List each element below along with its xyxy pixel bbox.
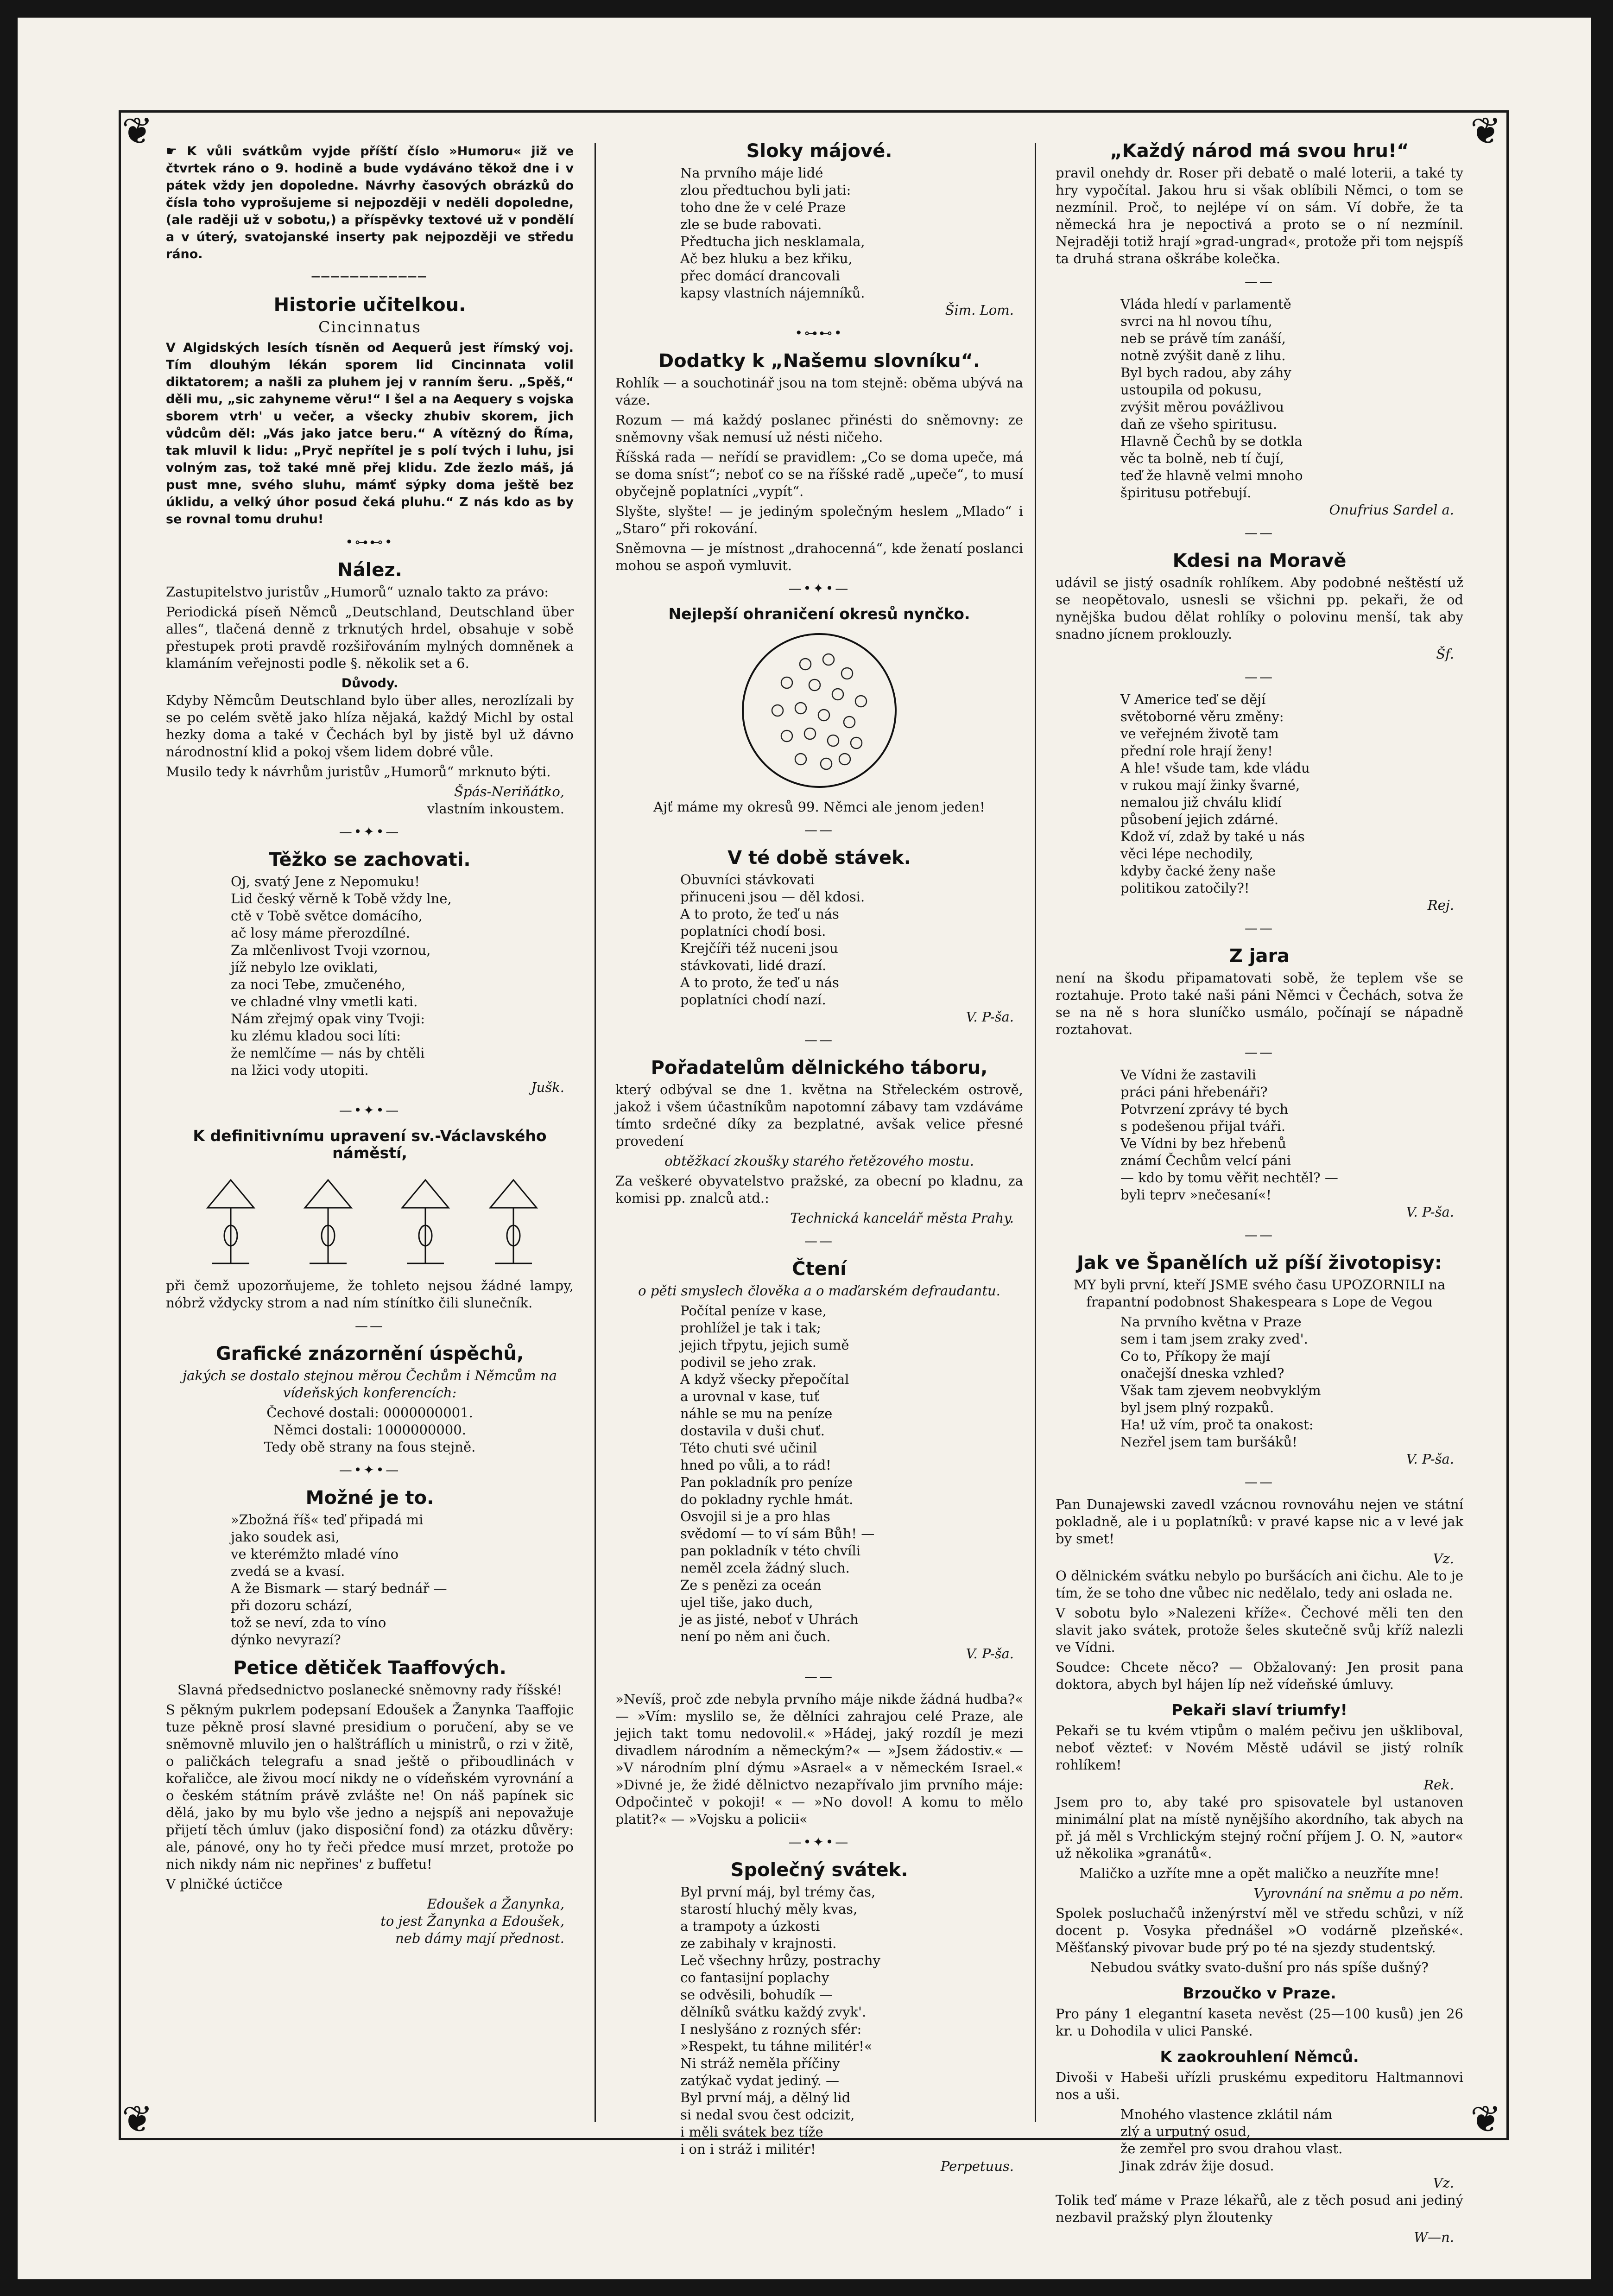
graficke-closing: Tedy obě strany na fous stejně. <box>264 1439 476 1455</box>
pekari-body-3: Maličko a uzříte mne a opět maličko a neuzříte mne! <box>1079 1865 1440 1881</box>
divider: —— <box>804 822 834 837</box>
divider: ──────────── <box>311 269 428 285</box>
corner-ornament-icon: ❦ <box>122 109 153 152</box>
misc-paragraph: Pan Dunajewski zavedl vzácnou rovnováhu nejen ve státní pokladně, ale i u poplatníků: v pravé kapse nic a v levé jak by smet! <box>1056 1497 1463 1547</box>
dodatky-entry: Sněmovna — je místnost „drahocenná“, kde ženatí poslanci mohou se aspoň vymluvit. <box>615 540 1023 573</box>
cteni-title: Čtení <box>792 1258 847 1280</box>
kdesi-body: udávil se jistý osadník rohlíkem. Aby podobné neštěstí už se neopětovalo, usnesli se všichni pp. pekaři, že od nynějška budou dělat rohlíky o polovinu menší, tak aby snadno jícnem proklouzly. <box>1056 575 1463 642</box>
zaokrouhleni-verse: Mnohého vlastence zklátil nám zlý a urputný osud, že zemřel pro svou drahou vlast. Jinak zdráv žije dosud. <box>1120 2106 1343 2174</box>
narod-verse: Vláda hledí v parlamentě svrci na hl novou tíhu, neb se právě tím zanáší, notně zvýšit daně z lihu. Byl bych radou, aby záhy ustoupila od pokusu, zvýšit měrou povážlivou daň ze všeho spiritusu. Hlavně Čechů by se dotkla věc ta bolně, neb tí čují, teď že hlavně velmi mnoho špiritusu potřebují. <box>1120 296 1303 501</box>
spanelich-subtitle: MY byli první, kteří JSME svého času UPOZORNILI na frapantní podobnost Shakespeara s Lope de Vegou <box>1073 1277 1446 1310</box>
vaclav-caption: při čemž upozorňujeme, že tohleto nejsou žádné lampy, nóbrž vždycky strom a nad ním stínítko čili slunečník. <box>166 1278 574 1311</box>
jara-verse: Ve Vídni že zastavili práci páni hřebenáři? Potvrzení zprávy té bych s podešenou přijal tváři. Ve Vídni by bez hřebenů známí Čechům velcí páni — kdo by tomu věřit nechtěl? — byli teprv »nečesaní«! <box>1120 1067 1338 1203</box>
svatek-signature: Perpetuus. <box>940 2158 1014 2174</box>
divider: —•✦•— <box>788 1834 850 1850</box>
narod-signature: Onufrius Sardel a. <box>1329 502 1454 518</box>
petice-body: S pěkným pukrlem podepsaní Edoušek a Žanynka Taaffojic tuze pěkně prosí slavné presidium o poručení, aby se ve sněmovně mluvilo jen o halštráflích u ministrů, o rzi v žitě, o paličkách telegrafu a snad ještě o přiboudlinách v kořaličce, ale živou mocí nikdy ne o vídeňském vyrovnání a o českém státním právě zvlášte ne! On náš papínek sic dělá, jako by mu bylo vše jedno a nejspíš ani nepovažuje přijetí těch úmluv (jako disposiční fond) za otázku důvěry: ale, pánové, ony ho ty řeči předce musí mrzet, protože po nich nikdy nám nic nepřines' z buffetu! <box>166 1702 574 1872</box>
pekari-title: Pekaři slaví triumfy! <box>1171 1701 1347 1719</box>
spanelich-title: Jak ve Španělích už píší životopisy: <box>1077 1252 1442 1274</box>
petice-signature-3: neb dámy mají přednost. <box>395 1930 564 1946</box>
petice-greeting: V plničké úctičce <box>166 1876 283 1892</box>
misc-paragraph: V sobotu bylo »Nalezeni kříže«. Čechové měli ten den slavit jako svátek, protože šeles skutečně svůj kříž nalezli ve Vídni. <box>1056 1605 1463 1655</box>
graficke-title: Grafické znázornění úspěchů, <box>215 1343 524 1364</box>
divider: —— <box>1245 920 1274 936</box>
tezko-verse: Oj, svatý Jene z Nepomuku! Lid český věrně k Tobě vždy lne, ctě v Tobě světce domácího, ač losy máme přerozdílné. Za mlčenlivost Tvoji vzornou, jíž nebylo lze oviklati, za noci Tebe, zmučeného, ve chladné vlny vmetli kati. Nám zřejmý opak viny Tvoji: ku zlému kladou soci líti: že nemlčíme — nás by chtěli na lžici vody utopiti. <box>231 874 452 1078</box>
divider: —•✦•— <box>339 824 401 839</box>
nalez-signature-note: vlastním inkoustem. <box>427 801 564 817</box>
lamp-trees-illustration <box>180 1166 560 1273</box>
stavek-title: V té době stávek. <box>727 847 911 869</box>
column-3 <box>1056 140 1463 2246</box>
poradatelum-signature: Technická kancelář města Prahy. <box>790 1210 1014 1226</box>
districts-circle-illustration <box>736 627 903 794</box>
zaokrouhleni-body: Divoši v Habeši uřízli pruskému expeditoru Haltmannovi nos a uši. <box>1056 2069 1463 2102</box>
narod-body: pravil onehdy dr. Roser při debatě o malé loterii, a také ty hry vypočítal. Jakou hru si však oblíbili Němci, o tom se nezmínil. Proč, to nejlépe ví on sám. Ví dobře, že ta německá hra je nepoctivá a proto se o ní nezmínil. Nejraději totiž hrají »grad-ungrad«, protože při tom nejspíš ta druhá strana oškrábe kolečka. <box>1056 165 1463 266</box>
kdesi-signature: Šf. <box>1436 646 1454 662</box>
nalez-intro: Zastupitelstvo juristův „Humorů“ uznalo takto za právo: <box>166 584 549 600</box>
narod-title: „Každý národ má svou hru!“ <box>1110 140 1409 162</box>
nalez-duvody: Kdyby Němcům Deutschland bylo über alles, nerozlízali by se po celém světě jako hlíza nějaká, každý Michl by ostal hezky doma a také v Čechách byl by jistě byl už dávno národnostní klid a pokoj všem lidem dobré vůle. <box>166 692 574 760</box>
graficke-subtitle: jakých se dostalo stejnou měrou Čechům i Němcům na vídeňských konferencích: <box>183 1368 557 1401</box>
ohraniceni-title: Nejlepší ohraničení okresů nynčko. <box>668 605 970 623</box>
pekari-signature: Rek. <box>1423 1777 1454 1793</box>
divider: —— <box>804 1032 834 1047</box>
misc-paragraph: O dělnickém svátku nebylo po buršácích ani čichu. Ale to je tím, že se toho dne vůbec nic nedělalo, tedy ani oslada ne. <box>1056 1568 1463 1601</box>
ohraniceni-caption: Ajť máme my okresů 99. Němci ale jenom jeden! <box>653 799 985 815</box>
column-rule <box>1035 143 1036 2122</box>
cteni-verse: Počítal peníze v kase, prohlížel je tak i tak; jejich třpytu, jejich sumě podivil se jeho zrak. A když všecky přepočítal a urovnal v kase, tuť náhle se mu na peníze dostavila v duši chuť. Této chuti své učinil hned po vůli, a to rád! Pan pokladník pro peníze do pokladny rychle hmát. Osvojil si je a pro hlas svědomí — to ví sám Bůh! — pan pokladník v této chvíli neměl zcela žádný sluch. Ze s penězi za oceán ujel tiše, jako duch, je as jisté, neboť v Uhrách není po něm ani čuch. <box>680 1303 875 1644</box>
divider: —•✦•— <box>339 1462 401 1478</box>
dodatky-title: Dodatky k „Našemu slovníku“. <box>658 350 980 372</box>
stavek-signature: V. P-ša. <box>966 1009 1014 1025</box>
dodatky-entry: Slyšte, slyšte! — je jediným společným heslem „Mlado“ i „Staro“ při rokování. <box>615 503 1023 536</box>
brzoucko-title: Brzoučko v Praze. <box>1183 1984 1336 2002</box>
sloky-signature: Šim. Lom. <box>945 302 1014 318</box>
nalez-signature: Špás-Neriňátko, <box>454 784 564 799</box>
historie-title: Historie učitelkou. <box>273 294 466 316</box>
corner-ornament-icon: ❦ <box>1470 2098 1502 2141</box>
pekari-body: Pekaři se tu kvém vtipům o malém pečivu jen uškliboval, neboť vězteť: v Novém Městě udávil se jistý rolník rohlíkem! <box>1056 1723 1463 1773</box>
nalez-body: Periodická píseň Němců „Deutschland, Deutschland über alles“, tlačená denně z trknutých hrdel, obsahuje v sobě přestupek proti pravdě rozšiřováním mylných domněnek a klamáním veřejnosti podle §. několik set a 6. <box>166 604 574 671</box>
zaokrouhleni-title: K zaokrouhlení Němců. <box>1160 2048 1359 2066</box>
misc-signature: Vz. <box>1433 1551 1454 1567</box>
spanelich-signature: V. P-ša. <box>1406 1451 1454 1467</box>
cteni-subtitle: o pěti smyslech člověka a o maďarském defraudantu. <box>638 1283 1000 1299</box>
pointing-hand-icon: ☛ <box>166 144 187 159</box>
divider: •⊶⊷• <box>795 325 844 341</box>
kdesi-verse: V Americe teď se dějí světoborné věru změny: ve veřejném životě tam přední role hrají ženy! A hle! všude tam, kde vládu v rukou mají žinky švarné, nemalou již chválu klidí působení jejich zdárné. Kdož ví, zdaž by také u nás věci lépe nechodily, kdyby čacké ženy naše politikou zatočily?! <box>1120 691 1310 896</box>
sloky-title: Sloky májové. <box>746 140 892 162</box>
divider: —— <box>1245 1227 1274 1243</box>
nevis-jokes: »Nevíš, proč zde nebyla prvního máje nikde žádná hudba?« — »Vím: myslilo se, že dělníci zahrajou celé Praze, ale jejich takt tomu nedovolil.« »Hádej, jaký rozdíl je mezi divadlem národním a německým?« — »Jsem žádostiv.« — »V národním plní dýmu »Asrael« a v německém Israel.« »Divné je, že židé dělnictvo nezapřívalo jim prvního máje: Odpočinteč v pokoji! « — »No dovol! A komu to mělo platit?« — »Vojsku a policii« <box>615 1691 1023 1827</box>
jara-title: Z jara <box>1229 945 1290 967</box>
historie-text: V Algidských lesích tísněn od Aequerů jest římský voj. Tím dlouhým lékán sporem lid Cincinnata volil diktatorem; a našli za pluhem jej v ranním šeru. „Spěš,“ děli mu, „sic zahyneme věru!“ I šel a na Aequery s vojska sborem vtrh' u večer, a všecky zhubiv skorem, jich vůdcům děl: „Vás jako jatce beru.“ A vítězný do Říma, tak mluvil k lidu: „Pryč nepřítel je s polí tvých i luhu, jsi volným zas, tož také mně přej klidu. Zde žezlo máš, já pust mne, svého sluhu, mámť sýpky doma ještě bez úklidu, a velký úhor posud čeká pluhu.“ Z nás kdo as by se rovnal tomu druhu! <box>166 341 574 526</box>
nalez-closing: Musilo tedy k návrhům juristův „Humorů“ mrknuto býti. <box>166 764 551 780</box>
dodatky-entry: Říšská rada — neřídí se pravidlem: „Co se doma upeče, má se doma sníst“; neboť co se na říšské radě „upeče“, to musí obyčejně poplatníci „vypít“. <box>615 449 1023 499</box>
divider: —— <box>1245 669 1274 685</box>
pekari-body-2: Jsem pro to, aby také pro spisovatele byl ustanoven minimální plat na místě nynějšího akordního, tak abych na př. já měl s Vrchlickým stejný roční příjem J. O. N, »autor« už několika »granátů«. <box>1056 1794 1463 1861</box>
zaokrouhleni-closing-signature: W—n. <box>1414 2229 1454 2245</box>
divider: —— <box>1245 274 1274 289</box>
divider: •⊶⊷• <box>345 534 394 550</box>
corner-ornament-icon: ❦ <box>1470 109 1502 152</box>
jara-body: není na škodu připamatovati sobě, že teplem vše se roztahuje. Proto také naši páni Němci v Čechách, sotva že se na ně s hora sluníčko usmálo, počínají se nápadně roztahovat. <box>1056 970 1463 1037</box>
poradatelum-italic: obtěžkací zkoušky starého řetězového mostu. <box>664 1153 974 1169</box>
petice-title: Petice dětiček Taaffových. <box>233 1657 506 1679</box>
column-2 <box>615 140 1023 2175</box>
mozne-title: Možné je to. <box>305 1487 434 1509</box>
tezko-title: Těžko se zachovati. <box>269 849 471 870</box>
tezko-signature: Jušk. <box>531 1079 564 1095</box>
kdesi-signature-2: Rej. <box>1427 897 1454 913</box>
divider: —•✦•— <box>339 1103 401 1118</box>
graficke-german: Němci dostali: 1000000000. <box>273 1422 466 1438</box>
holiday-notice: ☛ K vůli svátkům vyjde příští číslo »Humoru« již ve čtvrtek ráno o 9. hodině a bude vydáváno těkož dne i v pátek vždy jen dopoledne. Návrhy časových obrázků do čísla toho vyprošujeme si nejpozději v neděli dopoledne, (ale raději už v sobotu,) a příspěvky textové už v pondělí a v úterý, svatojanské inserty pak nejpozději ve středu ráno. <box>166 144 574 261</box>
column-1 <box>166 143 574 1947</box>
divider: —•✦•— <box>788 581 850 596</box>
kdesi-title: Kdesi na Moravě <box>1172 550 1347 571</box>
poradatelum-body-2: Za veškeré obyvatelstvo pražské, za obecní po kladnu, za komisi pp. znalců atd.: <box>615 1173 1023 1206</box>
graficke-czech: Čechové dostali: 0000000001. <box>266 1405 473 1421</box>
brzoucko-body: Pro pány 1 elegantní kaseta nevěst (25—100 kusů) jen 26 kr. u Dohodila v ulici Panské. <box>1056 2006 1463 2039</box>
jara-signature: V. P-ša. <box>1406 1204 1454 1220</box>
divider: —— <box>804 1233 834 1249</box>
zaokrouhleni-signature: Vz. <box>1433 2175 1454 2191</box>
pekari-body-5: Nebudou svátky svato-dušní pro nás spíše dušný? <box>1090 1960 1429 1975</box>
spanelich-verse: Na prvního května v Praze sem i tam jsem zraky zved'. Co to, Příkopy že mají onačejší dneska vzhled? Však tam zjevem neobvyklým byl jsem plný rozpaků. Ha! už vím, proč ta onakost: Nezřel jsem tam buršáků! <box>1120 1314 1321 1450</box>
stavek-verse: Obuvníci stávkovati přinuceni jsou — děl kdosi. A to proto, že teď u nás poplatníci chodí bosi. Krejčíři též nuceni jsou stávkovati, lidé drazí. A to proto, že teď u nás poplatníci chodí nazí. <box>680 872 865 1008</box>
corner-ornament-icon: ❦ <box>122 2098 153 2141</box>
dodatky-entry: Rohlík — a souchotinář jsou na tom stejně: oběma ubývá na váze. <box>615 375 1023 408</box>
zaokrouhleni-closing: Tolik teď máme v Praze lékařů, ale z těch posud ani jediný nezbavil pražský plyn žloutenky <box>1056 2192 1463 2225</box>
mozne-verse: »Zbožná říš« teď připadá mi jako soudek asi, ve kterémžto mladé víno zvedá se a kvasí. A že Bismark — starý bednář — při dozoru schází, tož se neví, zda to víno dýnko nevyrazí? <box>231 1512 447 1648</box>
svatek-verse: Byl první máj, byl trémy čas, starostí hluchý měly kvas, a trampoty a úzkosti ze zabihaly v krajnosti. Leč všechny hrůzy, postrachy co fantasijní poplachy se odvěsili, bohudík — dělníků svátku každý zvyk'. I neslyšáno z rozných sfér: »Respekt, tu táhne militér!« Ni stráž neměla příčiny zatýkač vydat jediný. — Byl první máj, a dělný lid si nedal svou čest odcizit, i měli svátek bez tíže i on i stráž i militér! <box>680 1884 880 2157</box>
vaclav-title: K definitivnímu upravení sv.-Václavského náměstí, <box>193 1127 547 1162</box>
newspaper-page <box>18 18 1591 2279</box>
petice-signature-2: to jest Žanynka a Edoušek, <box>380 1913 564 1929</box>
sloky-verse: Na prvního máje lidé zlou předtuchou byli jati: toho dne že v celé Praze zle se bude rabovati. Předtucha jich nesklamala, Ač bez hluku a bez křiku, přec domácí drancovali kapsy vlastních nájemníků. <box>680 165 865 301</box>
divider: —— <box>1245 1474 1274 1490</box>
divider: —— <box>1245 525 1274 540</box>
pekari-body-4: Spolek posluchačů inženýrství měl ve středu schůzi, v níž docent p. Vosyka přednášel »O vodárně plzeňské«. Měšťanský pivovar bude prý po té na sjezdy studentský. <box>1056 1905 1463 1955</box>
misc-paragraph: Soudce: Chcete něco? — Obžalovaný: Jen prosit pana doktora, abych byl hájen líp než vídeňské úmluvy. <box>1056 1659 1463 1692</box>
pekari-body-3b: Vyrovnání na sněmu a po něm. <box>1253 1885 1463 1901</box>
poradatelum-title: Pořadatelům dělnického táboru, <box>651 1057 988 1078</box>
nalez-duvody-label: Důvody. <box>341 676 399 691</box>
historie-subtitle: Cincinnatus <box>318 318 421 336</box>
dodatky-entry: Rozum — má každý poslanec přinésti do sněmovny: ze sněmovny však nemusí už nésti ničeho. <box>615 412 1023 445</box>
divider: —— <box>355 1318 385 1333</box>
column-rule <box>595 143 596 2122</box>
petice-intro: Slavná předsednictvo poslanecké sněmovny rady říšské! <box>177 1682 563 1698</box>
petice-signature: Edoušek a Žanynka, <box>427 1896 564 1912</box>
divider: —— <box>1245 1045 1274 1060</box>
cteni-signature: V. P-ša. <box>966 1646 1014 1662</box>
divider: —— <box>804 1669 834 1684</box>
poradatelum-body: který odbýval se dne 1. května na Střeleckém ostrově, jakož i všem účastníkům napotomní zábavy tam vzdáváme tímto srdečné díky za bezplatné, avšak velice přesné provedení <box>615 1082 1023 1149</box>
svatek-title: Společný svátek. <box>730 1859 908 1881</box>
nalez-title: Nález. <box>337 559 402 581</box>
